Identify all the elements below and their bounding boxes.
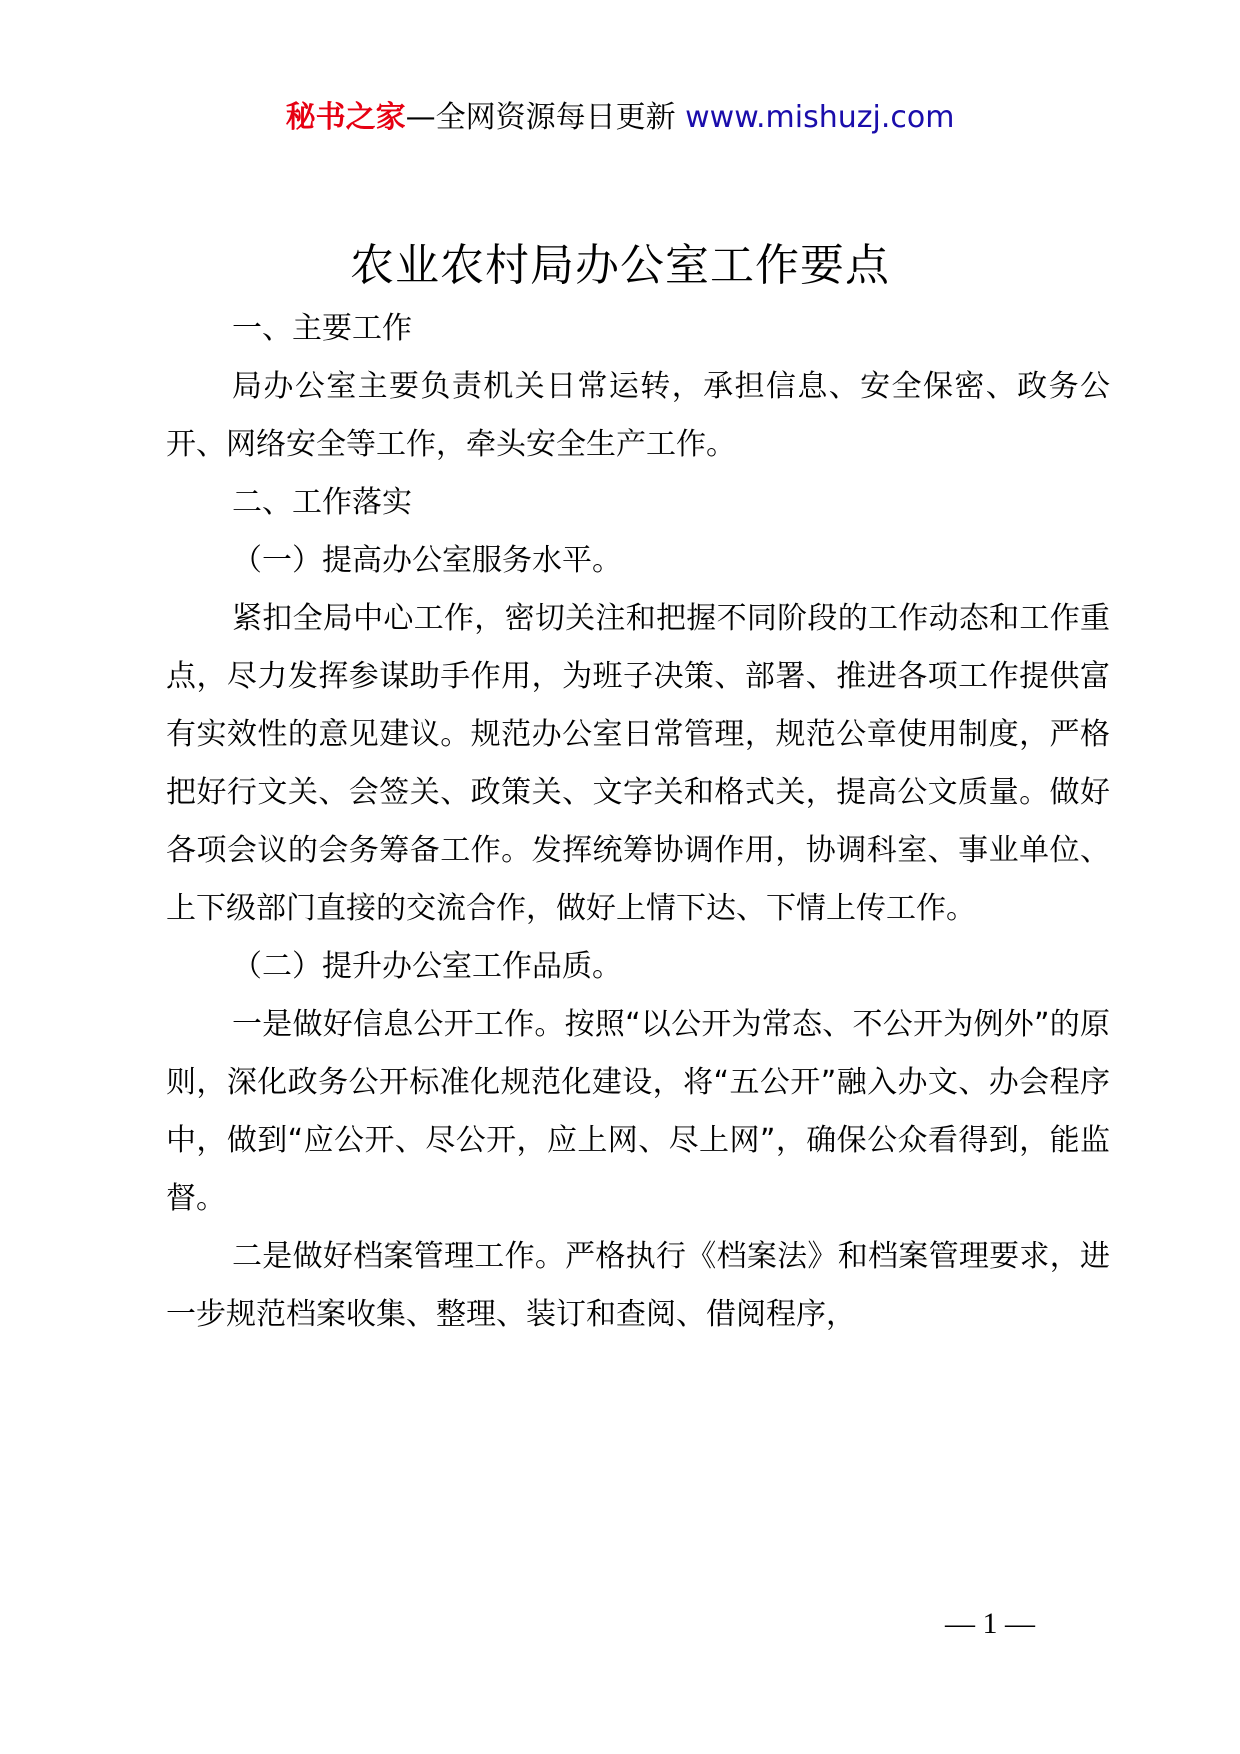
body-paragraph: 紧扣全局中心工作，密切关注和把握不同阶段的工作动态和工作重点，尽力发挥参谋助手作用，为班子决策、部署、推进各项工作提供富有实效性的意见建议。规范办公室日常管理，规范公章使用制度，严格把好行文关、会签关、政策关、文字关和格式关，提高公文质量。做好各项会议的会务筹备工作。发挥统筹协调作用，协调科室、事业单位、上下级部门直接的交流合作，做好上情下达、下情上传工作。 bbox=[166, 601, 1110, 926]
brand-name: 秘书之家 bbox=[285, 100, 406, 135]
site-banner bbox=[0, 98, 1240, 138]
section-heading: 一、主要工作 bbox=[232, 311, 412, 346]
body-paragraph: 二是做好档案管理工作。严格执行《档案法》和档案管理要求，进一步规范档案收集、整理、装订和查阅、借阅程序， bbox=[166, 1239, 1110, 1332]
banner-tagline: —全网资源每日更新 bbox=[405, 100, 686, 135]
subsection-heading: （一）提高办公室服务水平。 bbox=[232, 543, 622, 578]
subsection-heading: （二）提升办公室工作品质。 bbox=[232, 949, 622, 984]
document-body bbox=[166, 300, 1110, 1344]
page-number: — 1 — bbox=[945, 1607, 1035, 1640]
section-heading: 二、工作落实 bbox=[232, 485, 412, 520]
site-url[interactable]: www.mishuzj.com bbox=[685, 100, 955, 135]
page-footer bbox=[0, 1604, 1240, 1644]
body-paragraph: 局办公室主要负责机关日常运转，承担信息、安全保密、政务公开、网络安全等工作，牵头安全生产工作。 bbox=[166, 369, 1110, 462]
body-paragraph: 一是做好信息公开工作。按照“以公开为常态、不公开为例外”的原则，深化政务公开标准化规范化建设，将“五公开”融入办文、办会程序中，做到“应公开、尽公开，应上网、尽上网”，确保公众看得到，能监督。 bbox=[166, 1007, 1110, 1216]
document-title: 农业农村局办公室工作要点 bbox=[350, 240, 890, 291]
